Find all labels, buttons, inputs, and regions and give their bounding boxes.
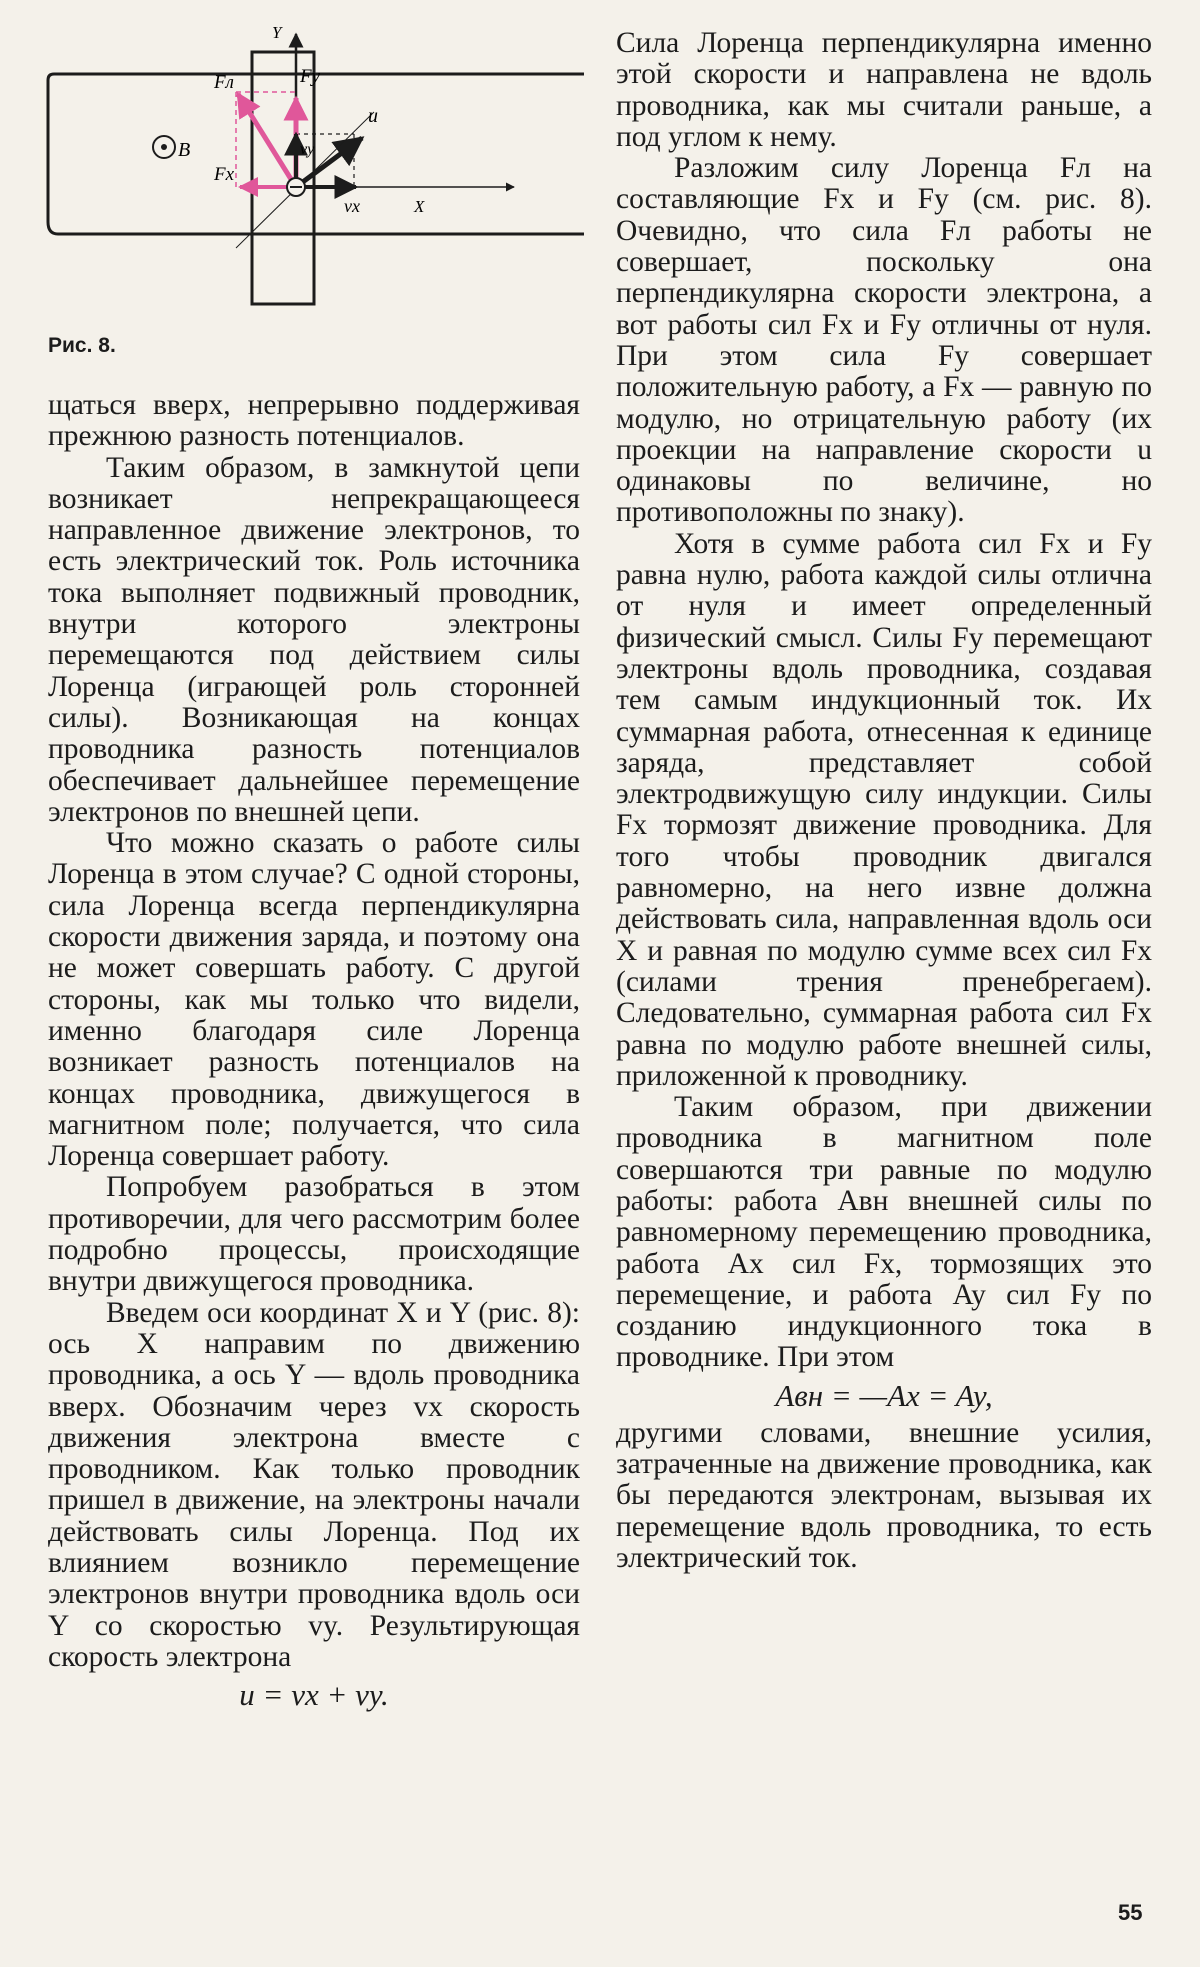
page-number: 55 xyxy=(1118,1900,1143,1925)
label-u: u xyxy=(368,105,378,127)
lorentz-force-arrow xyxy=(238,94,294,184)
label-vy: vy xyxy=(300,141,315,158)
right-column xyxy=(616,28,1152,1574)
left-paragraph-1: щаться вверх, непрерывно поддерживая прежнюю разность потенциалов. xyxy=(48,389,580,453)
figure-caption: Рис. 8. xyxy=(48,334,116,357)
circuit-rails xyxy=(48,74,584,234)
right-paragraph-3: Хотя в сумме работа сил Fx и Fy равна нулю, работа каждой силы отлична от нуля и имеет определенный физический смысл. Силы Fy перемещают электроны вдоль проводника, создавая тем самым индукционный ток. Их суммарная работа, отнесенная к единице заряда, представляет собой электродвижущую силу индукции. Силы Fx тормозят движение проводника. Для того чтобы проводник двигался равномерно, на него извне должна действовать сила, направленная вдоль оси X и равная по модулю сумме всех сил Fx (силами трения пренебрегаем). Следовательно, суммарная работа сил Fx равна по модулю работе внешней силы, приложенной к проводнику. xyxy=(616,527,1152,1092)
label-vx: vx xyxy=(344,196,360,216)
right-paragraph-5: другими словами, внешние усилия, затраченные на движение проводника, как бы передаются электронам, вызывая их перемещение вдоль проводника, то есть электрический ток. xyxy=(616,1416,1152,1574)
left-paragraph-3: Что можно сказать о работе силы Лоренца в этом случае? С одной стороны, сила Лоренца всегда перпендикулярна скорости движения заряда, и поэтому она не может совершать работу. С другой стороны, как мы только что видели, именно благодаря силе Лоренца возникает разность потенциалов на концах проводника, движущегося в магнитном поле; получается, что сила Лоренца совершает работу. xyxy=(48,827,580,1173)
left-column xyxy=(48,390,580,1717)
figure-8-diagram xyxy=(44,22,584,312)
label-f-lorentz: Fл xyxy=(214,72,234,93)
work-formula: Aвн = —Ax = Ay, xyxy=(775,1377,993,1413)
label-b: B xyxy=(178,139,191,161)
right-paragraph-1: Сила Лоренца перпендикулярна именно этой скорости и направлена не вдоль проводника, как мы считали раньше, а под углом к нему. xyxy=(616,27,1152,153)
label-x-axis: X xyxy=(414,197,425,216)
left-paragraph-2: Таким образом, в замкнутой цепи возникает непрекращающееся направленное движение электронов, то есть электрический ток. Роль источника тока выполняет подвижный проводник, внутри которого электроны перемещаются под действием силы Лоренца (играющей роль сторонней силы). Возникающая на концах проводника разность потенциалов обеспечивает дальнейшее перемещение электронов по внешней цепи. xyxy=(48,451,580,828)
label-fx: Fx xyxy=(214,164,235,185)
right-paragraph-2: Разложим силу Лоренца Fл на составляющие Fx и Fy (см. рис. 8). Очевидно, что сила Fл работы не совершает, поскольку она перпендикулярна скорости электрона, а вот работы сил Fx и Fy отличны от нуля. При этом сила Fy совершает положительную работу, а Fx — равную по модулю, но отрицательную работу (их проекции на направление скорости u одинаковы по величине, но противоположны по знаку). xyxy=(616,152,1152,529)
right-paragraph-4: Таким образом, при движении проводника в магнитном поле совершаются три равные по модулю работы: работа Aвн внешней силы по равномерному перемещению проводника, работа Ax сил Fx, тормозящих это перемещение, и работа Ay сил Fy по созданию индукционного тока в проводнике. При этом xyxy=(616,1091,1152,1374)
left-paragraph-4: Попробуем разобраться в этом противоречии, для чего рассмотрим более подробно процессы, происходящие внутри движущегося проводника. xyxy=(48,1171,580,1298)
label-fy: Fy xyxy=(300,66,321,87)
velocity-formula: u = vx + vy. xyxy=(239,1677,389,1713)
label-y-axis: Y xyxy=(272,23,282,42)
left-paragraph-5: Введем оси координат X и Y (рис. 8): ось X направим по движению проводника, а ось Y — вдоль проводника вверх. Обозначим через vx скорость движения электрона вместе с проводником. Как только проводник пришел в движение, на электроны начали действовать силы Лоренца. Под их влиянием возникло перемещение электронов внутри проводника вдоль оси Y со скоростью vy. Результирующая скорость электрона xyxy=(48,1296,580,1673)
